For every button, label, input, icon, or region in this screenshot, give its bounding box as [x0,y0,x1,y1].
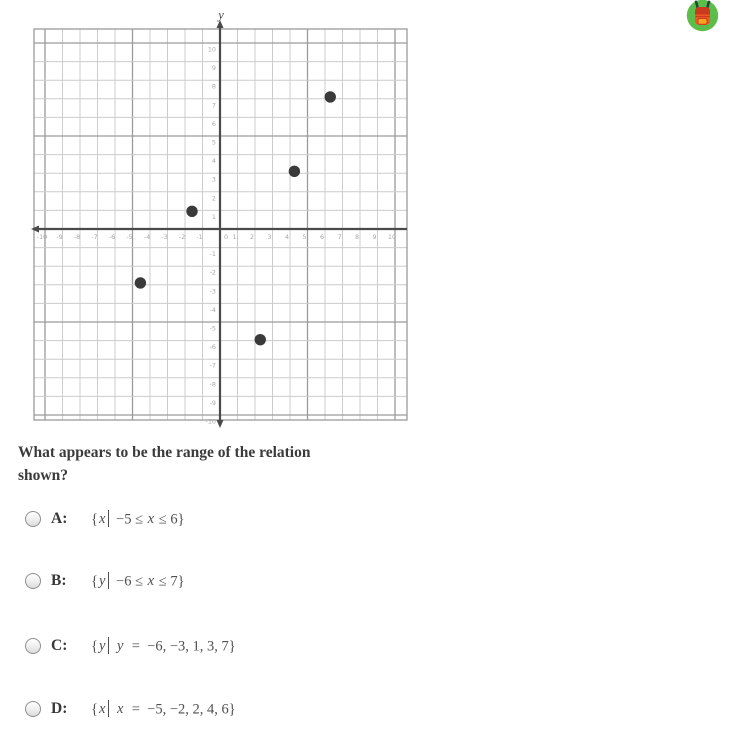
svg-text:8: 8 [211,82,216,91]
svg-text:-4: -4 [209,305,216,314]
svg-text:4: 4 [211,157,216,166]
svg-text:5: 5 [211,138,216,147]
axes [31,20,407,428]
svg-text:-1: -1 [209,250,216,259]
svg-text:-7: -7 [209,361,216,370]
svg-text:7: 7 [211,101,216,110]
option-d-row[interactable] [25,695,236,723]
y-axis-label: y [218,8,224,22]
svg-text:3: 3 [211,175,216,184]
svg-text:-6: -6 [209,343,216,352]
svg-text:-3: -3 [161,233,168,241]
svg-text:-3: -3 [209,287,216,296]
backpack-icon[interactable] [686,0,719,32]
vertical-bar [108,572,109,589]
option-a-label: A: [51,510,68,527]
svg-text:5: 5 [302,233,307,241]
data-point [186,206,197,217]
svg-text:-5: -5 [209,324,216,333]
svg-text:-10: -10 [36,233,48,241]
option-c-radio[interactable] [25,638,41,654]
svg-text:7: 7 [337,233,342,241]
svg-text:4: 4 [284,233,290,241]
svg-text:0: 0 [223,233,229,241]
data-points [135,91,336,345]
option-d-label: D: [51,700,68,717]
svg-text:-7: -7 [91,233,98,241]
svg-text:3: 3 [267,233,272,241]
svg-text:-9: -9 [209,398,216,407]
question-text: What appears to be the range of the relation shown? [18,444,311,484]
svg-text:2: 2 [211,194,216,203]
option-d-formula: {x x = −5, −2, 2, 4, 6} [91,701,236,718]
option-c-row[interactable] [25,632,236,660]
svg-text:9: 9 [211,64,216,73]
option-b-label: B: [51,572,67,589]
svg-text:6: 6 [319,233,325,241]
option-d-radio[interactable] [25,701,41,717]
svg-text:-4: -4 [143,233,151,241]
svg-text:6: 6 [211,119,216,128]
svg-text:-9: -9 [56,233,63,241]
svg-text:9: 9 [372,233,377,241]
svg-text:-8: -8 [73,233,81,241]
option-b-formula: {y −6 ≤ x ≤ 7} [91,573,185,590]
svg-text:2: 2 [249,233,255,241]
svg-text:1: 1 [232,233,237,241]
option-b-row[interactable] [25,567,185,595]
svg-text:-1: -1 [196,233,203,241]
vertical-bar [108,700,109,717]
vertical-bar [108,637,109,654]
svg-text:-5: -5 [126,233,133,241]
svg-text:-2: -2 [178,233,186,241]
svg-text:1: 1 [211,212,216,221]
svg-text:10: 10 [387,233,397,241]
option-c-formula: {y y = −6, −3, 1, 3, 7} [91,638,236,655]
option-a-radio[interactable] [25,511,41,527]
svg-text:10: 10 [207,45,216,54]
option-b-radio[interactable] [25,573,41,589]
svg-text:-8: -8 [209,380,216,389]
data-point [255,334,266,345]
svg-text:-2: -2 [209,268,216,277]
coordinate-grid [30,8,414,433]
data-point [135,277,146,288]
option-a-row[interactable] [25,505,185,533]
option-c-label: C: [51,637,68,654]
svg-text:-10: -10 [205,417,216,426]
vertical-bar [108,510,109,527]
data-point [289,166,300,177]
option-a-formula: {x −5 ≤ x ≤ 6} [91,511,185,528]
data-point [325,91,336,102]
svg-text:8: 8 [354,233,360,241]
svg-text:-6: -6 [108,233,116,241]
